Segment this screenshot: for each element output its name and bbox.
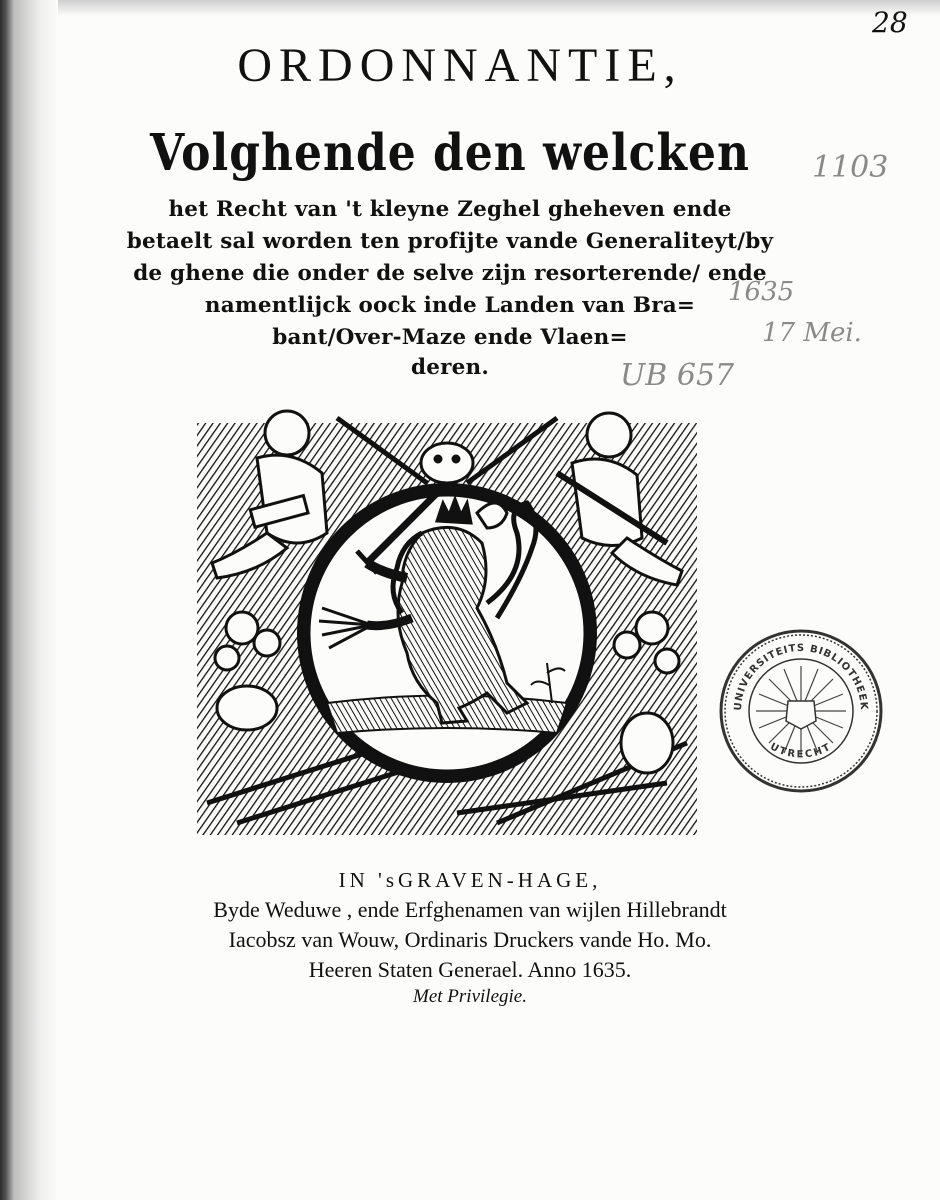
- handwritten-year: 1635: [728, 277, 795, 307]
- mask-ornament: [421, 443, 473, 483]
- imprint-line: Byde Weduwe , ende Erfghenamen van wijlen Hillebrandt: [213, 897, 727, 922]
- title-text-line: bant/Over-Maze ende Vlaen=: [272, 325, 628, 350]
- title-text-line: betaelt sal worden ten profijte vande Generaliteyt/by: [126, 229, 774, 254]
- title-text-line: het Recht van 't kleyne Zeghel gheheven ende: [168, 197, 732, 222]
- imprint-line: Heeren Staten Generael. Anno 1635.: [308, 957, 632, 982]
- title-text-line: deren.: [410, 355, 490, 380]
- document-subtitle: Volghende den welcken: [150, 124, 750, 183]
- title-text-line: de ghene die onder de selve zijn resorterende/ ende: [133, 261, 767, 286]
- handwritten-date: 17 Mei.: [762, 318, 862, 348]
- imprint-place: IN 'sGRAVEN-HAGE,: [338, 868, 602, 892]
- page-top-edge: [58, 0, 940, 16]
- stamp-top-text: UNIVERSITEITS BIBLIOTHEEK: [732, 642, 870, 712]
- folio-number: 28: [872, 6, 908, 39]
- library-stamp: [716, 626, 886, 796]
- lion-emblem-woodcut: [197, 403, 697, 835]
- page-binding-edge: [0, 0, 58, 1200]
- document-title: ORDONNANTIE,: [237, 39, 683, 92]
- imprint-line: Iacobsz van Wouw, Ordinaris Druckers vande Ho. Mo.: [228, 927, 712, 952]
- handwritten-shelf-mark: 1103: [812, 150, 889, 185]
- stamp-bottom-text: UTRECHT: [768, 741, 834, 761]
- title-text-line: namentlijck oock inde Landen van Bra=: [204, 293, 696, 318]
- privilege-note: Met Privilegie.: [413, 986, 527, 1007]
- handwritten-library-code: UB 657: [620, 358, 735, 393]
